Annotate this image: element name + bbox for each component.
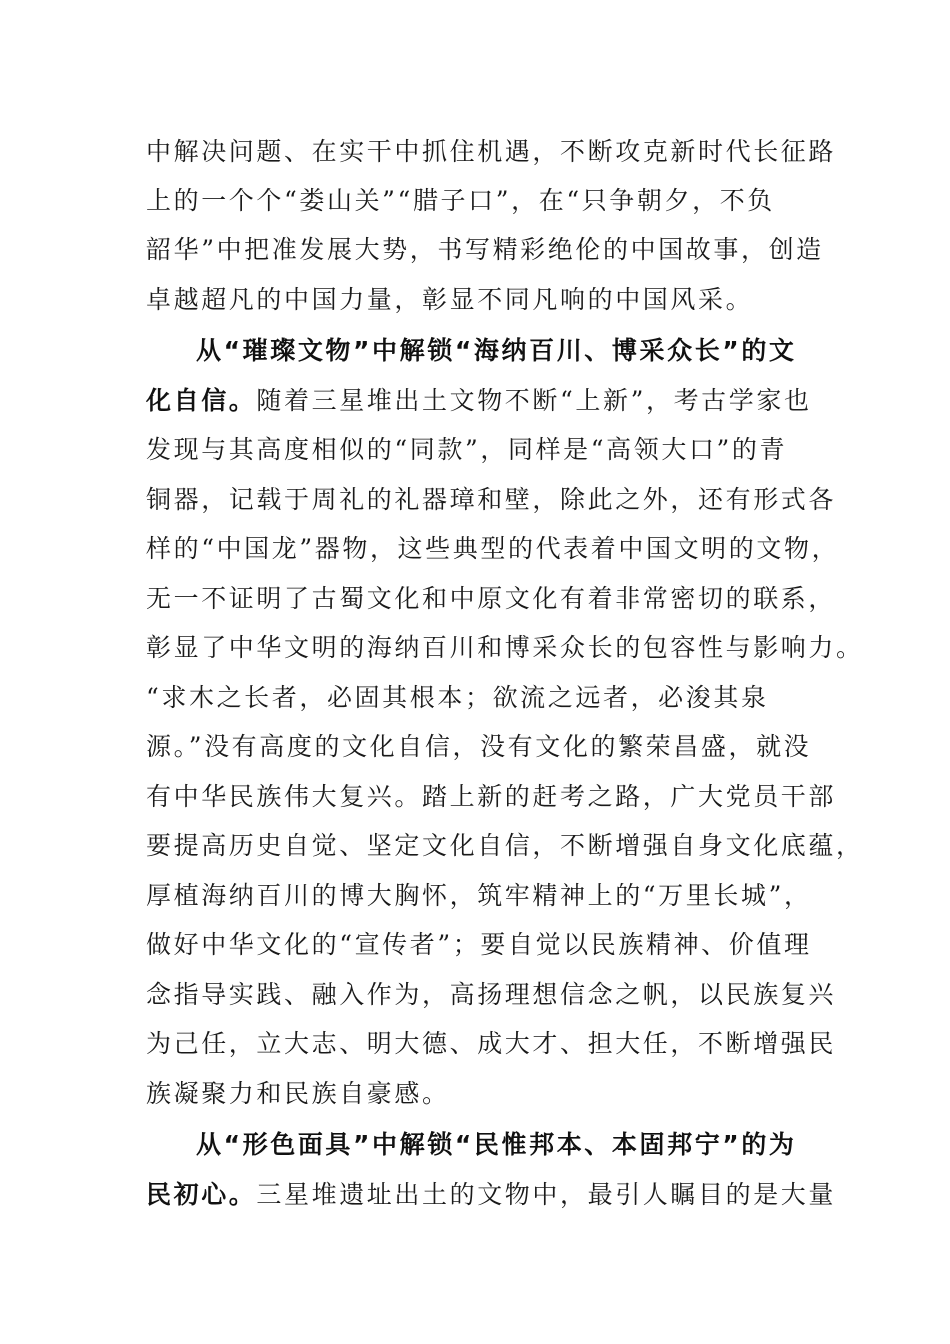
text-line bbox=[146, 730, 812, 764]
text-line bbox=[146, 978, 837, 1012]
heading-text: 从“璀璨文物”中解锁“海纳百川、博采众长”的文 bbox=[196, 336, 797, 365]
line-text: 要提高历史自觉、坚定文化自信，不断增强自身文化底蕴， bbox=[146, 831, 864, 860]
line-text: 族凝聚力和民族自豪感。 bbox=[146, 1079, 450, 1108]
line-text: 厚植海纳百川的博大胸怀，筑牢精神上的“万里长城”， bbox=[146, 881, 812, 910]
line-text: 三星堆遗址出土的文物中，最引人瞩目的是大量 bbox=[256, 1180, 837, 1209]
text-line bbox=[146, 631, 864, 665]
paragraph-heading bbox=[196, 334, 806, 368]
line-text: 念指导实践、融入作为，高扬理想信念之帆，以民族复兴 bbox=[146, 980, 837, 1009]
line-text: 发现与其高度相似的“同款”，同样是“高领大口”的青 bbox=[146, 435, 788, 464]
text-line bbox=[146, 829, 864, 863]
heading-text: 化自信。 bbox=[146, 386, 257, 415]
text-line bbox=[146, 532, 840, 566]
paragraph-heading bbox=[196, 1128, 806, 1162]
text-line bbox=[146, 879, 812, 913]
line-text: 上的一个个“娄山关”“腊子口”，在“只争朝夕，不负 bbox=[146, 186, 775, 215]
text-line bbox=[146, 1077, 806, 1111]
text-line bbox=[146, 681, 806, 715]
text-line bbox=[146, 135, 837, 169]
line-text: 铜器，记载于周礼的礼器璋和壁，除此之外，还有形式各 bbox=[146, 485, 837, 514]
line-text: 有中华民族伟大复兴。踏上新的赶考之路，广大党员干部 bbox=[146, 782, 837, 811]
text-line bbox=[146, 1027, 837, 1061]
text-line bbox=[146, 384, 812, 418]
text-line bbox=[146, 780, 837, 814]
line-text: 做好中华文化的“宣传者”；要自觉以民族精神、价值理 bbox=[146, 930, 812, 959]
text-line bbox=[146, 433, 806, 467]
line-text: 卓越超凡的中国力量，彰显不同凡响的中国风采。 bbox=[146, 285, 754, 314]
text-line bbox=[146, 1178, 837, 1212]
line-text: 随着三星堆出土文物不断“上新”，考古学家也 bbox=[256, 386, 812, 415]
text-line bbox=[146, 483, 837, 517]
text-line bbox=[146, 184, 806, 218]
line-text: 为己任，立大志、明大德、成大才、担大任，不断增强民 bbox=[146, 1029, 837, 1058]
heading-text: 从“形色面具”中解锁“民惟邦本、本固邦宁”的为 bbox=[196, 1130, 797, 1159]
line-text: “求木之长者，必固其根本；欲流之远者，必浚其泉 bbox=[146, 683, 769, 712]
text-line bbox=[146, 233, 824, 267]
text-line bbox=[146, 582, 837, 616]
line-text: 韶华”中把准发展大势，书写精彩绝伦的中国故事，创造 bbox=[146, 235, 824, 264]
heading-text: 民初心。 bbox=[146, 1180, 257, 1209]
text-line bbox=[146, 928, 812, 962]
text-line bbox=[146, 283, 806, 317]
line-text: 彰显了中华文明的海纳百川和博采众长的包容性与影响力。 bbox=[146, 633, 864, 662]
line-text: 源。”没有高度的文化自信，没有文化的繁荣昌盛，就没 bbox=[146, 732, 812, 761]
line-text: 无一不证明了古蜀文化和中原文化有着非常密切的联系， bbox=[146, 584, 837, 613]
line-text: 样的“中国龙”器物，这些典型的代表着中国文明的文物， bbox=[146, 534, 840, 563]
line-text: 中解决问题、在实干中抓住机遇，不断攻克新时代长征路 bbox=[146, 137, 837, 166]
